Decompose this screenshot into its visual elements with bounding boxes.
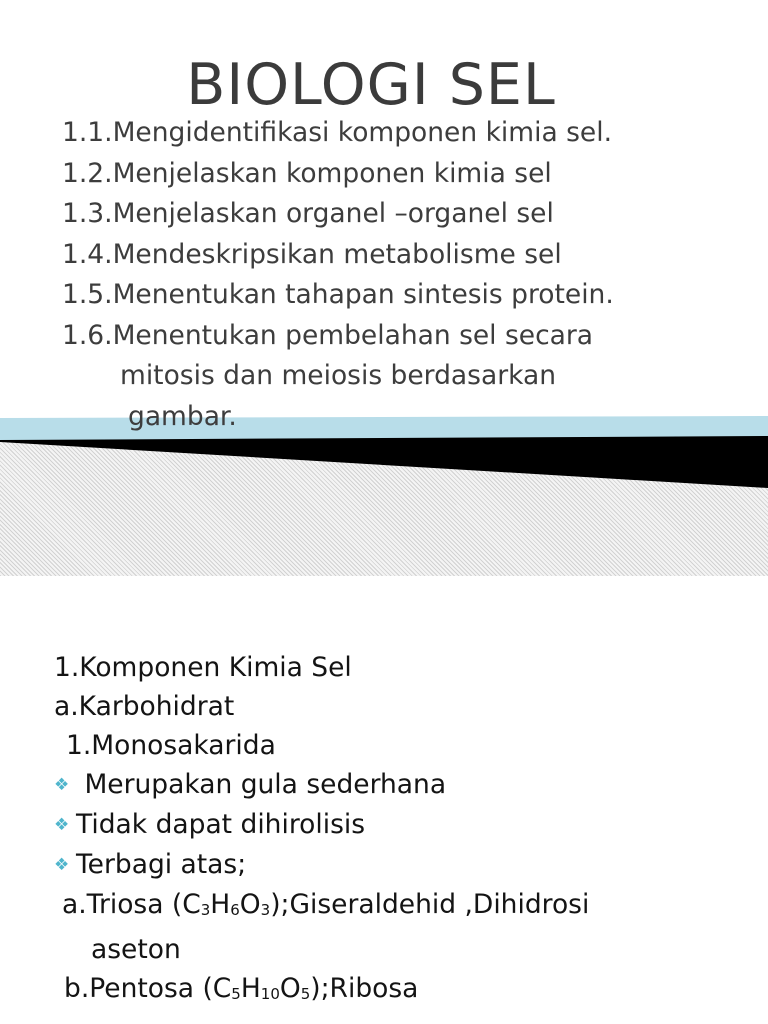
triosa-suffix: );Giseraldehid ,Dihidrosi bbox=[270, 889, 590, 920]
element-o: O bbox=[239, 889, 261, 920]
swoosh-dark-band bbox=[0, 436, 768, 488]
triosa-prefix: a.Triosa (C bbox=[62, 889, 201, 920]
pentosa-suffix: );Ribosa bbox=[310, 973, 419, 1004]
objective-item: 1.5.Menentukan tahapan sintesis protein. bbox=[62, 279, 614, 310]
objective-item: 1.4.Mendeskripsikan metabolisme sel bbox=[62, 238, 562, 270]
list-item-monosakarida: 1.Monosakarida bbox=[66, 730, 276, 761]
section-heading: 1.Komponen Kimia Sel bbox=[54, 652, 352, 683]
subheading: a.Karbohidrat bbox=[54, 691, 235, 722]
diamond-bullet-icon: ❖ bbox=[54, 815, 70, 835]
bullet-text: Tidak dapat dihirolisis bbox=[76, 809, 366, 840]
subscript-o: 3 bbox=[260, 901, 271, 919]
diamond-bullet-icon: ❖ bbox=[54, 775, 70, 795]
slide-2-body bbox=[54, 648, 589, 1014]
triosa-line bbox=[54, 885, 589, 930]
bullet-item bbox=[54, 805, 589, 845]
objective-item-continuation: gambar. bbox=[128, 400, 237, 432]
objective-item: 1.6.Menentukan pembelahan sel secara bbox=[62, 319, 594, 351]
subscript-o: 5 bbox=[300, 985, 311, 1003]
triosa-continuation: aseton bbox=[91, 934, 181, 965]
subscript-h: 6 bbox=[230, 901, 240, 919]
bullet-item bbox=[54, 765, 589, 805]
diamond-bullet-icon: ❖ bbox=[54, 855, 70, 875]
slide-title: BIOLOGI SEL bbox=[186, 52, 556, 118]
pentosa-prefix: b.Pentosa (C bbox=[64, 973, 232, 1004]
element-o: O bbox=[279, 973, 301, 1004]
subscript-c: 5 bbox=[231, 985, 241, 1003]
bullet-item bbox=[54, 845, 589, 885]
objective-item: 1.1.Mengidentifikasi komponen kimia sel. bbox=[62, 117, 613, 148]
slide-2 bbox=[0, 576, 768, 1024]
element-h: H bbox=[240, 973, 261, 1004]
element-h: H bbox=[210, 889, 231, 920]
objective-item-continuation: mitosis dan meiosis berdasarkan bbox=[120, 360, 557, 391]
subscript-h: 10 bbox=[260, 985, 280, 1003]
objectives-list bbox=[62, 113, 614, 437]
bullet-text: Merupakan gula sederhana bbox=[84, 769, 447, 800]
objective-item: 1.2.Menjelaskan komponen kimia sel bbox=[62, 157, 552, 189]
subscript-c: 3 bbox=[200, 901, 211, 919]
pentosa-line bbox=[54, 969, 589, 1014]
objective-item: 1.3.Menjelaskan organel –organel sel bbox=[62, 198, 554, 229]
bullet-text: Terbagi atas; bbox=[76, 849, 247, 880]
